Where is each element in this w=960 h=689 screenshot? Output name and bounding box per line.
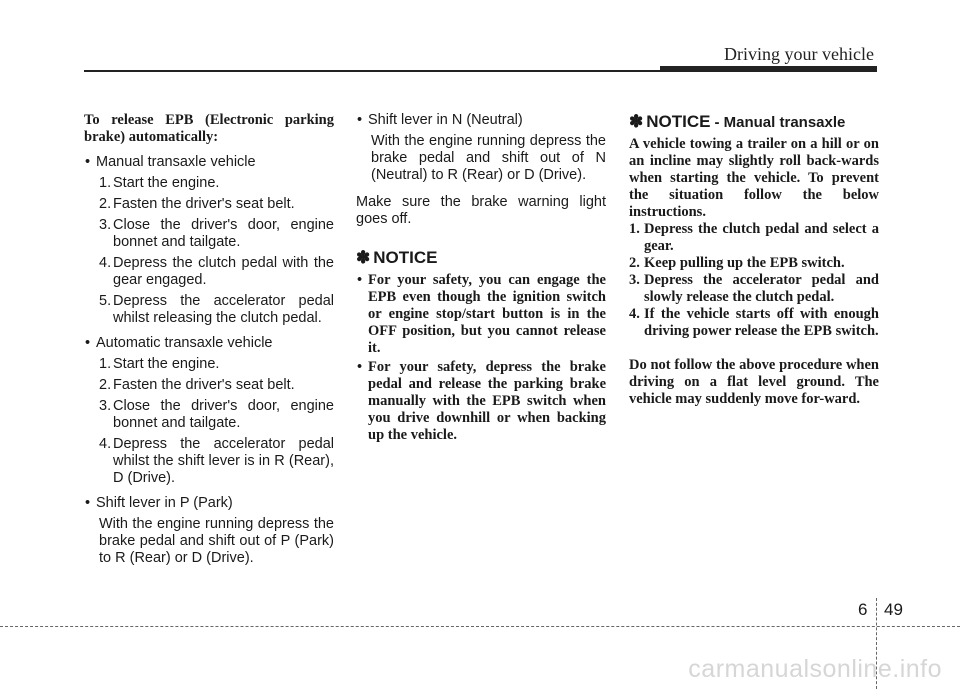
chapter-number: 6 xyxy=(858,600,868,619)
notice-intro: A vehicle towing a trailer on a hill or on an incline may slightly roll back-wards when starting the vehicle. To prevent the situation follow the below instructions. xyxy=(629,136,879,220)
list-item: 3. Depress the accelerator pedal and slowly release the clutch pedal. xyxy=(629,272,879,305)
automatic-steps xyxy=(84,356,334,487)
list-item: 3. Close the driver's door, engine bonnet and tailgate. xyxy=(99,217,334,250)
list-item: 2. Keep pulling up the EPB switch. xyxy=(629,255,845,271)
list-item: 1. Start the engine. xyxy=(99,356,220,372)
list-item: 1. Depress the clutch pedal and select a gear. xyxy=(629,221,879,254)
list-item: 4. Depress the accelerator pedal whilst the shift lever is in R (Rear), D (Drive). xyxy=(99,436,334,486)
header-rule-thick xyxy=(660,66,877,72)
list-item: 4. Depress the clutch pedal with the gear engaged. xyxy=(99,255,334,288)
list-item: 3. Close the driver's door, engine bonnet and tailgate. xyxy=(99,398,334,431)
watermark[interactable]: carmanualsonline.info xyxy=(688,655,942,683)
column-1 xyxy=(84,112,334,567)
park-text: With the engine running depress the brake pedal and shift out of P (Park) to R (Rear) or D (Drive). xyxy=(99,516,334,566)
notice-heading-manual xyxy=(629,112,879,132)
page-number: 49 xyxy=(884,600,903,619)
automatic-label: • Automatic transaxle vehicle xyxy=(84,335,334,352)
notice-bullet: • For your safety, you can engage the EPB even though the ignition switch or engine stop/start button is in the OFF position, but you cannot release it. xyxy=(356,272,606,357)
park-label: • Shift lever in P (Park) xyxy=(84,495,334,512)
manual-steps xyxy=(84,175,334,327)
list-item: 2. Fasten the driver's seat belt. xyxy=(99,377,295,393)
column-2 xyxy=(356,112,606,444)
neutral-label: • Shift lever in N (Neutral) xyxy=(356,112,606,129)
notice-heading xyxy=(356,248,606,268)
notice-title: NOTICE xyxy=(373,248,438,267)
section-title: Driving your vehicle xyxy=(724,44,874,64)
notice-subtitle: - Manual transaxle xyxy=(714,114,846,131)
notice-star-icon: ✽ xyxy=(356,248,371,267)
notice-closing: Do not follow the above procedure when driving on a flat level ground. The vehicle may suddenly move for-ward. xyxy=(629,357,879,407)
header-rule-thin xyxy=(84,70,660,72)
make-sure-text: Make sure the brake warning light goes off. xyxy=(356,194,606,227)
list-item: 1. Start the engine. xyxy=(99,175,220,191)
notice-title: NOTICE xyxy=(646,112,711,131)
notice-bullet: • For your safety, depress the brake pedal and release the parking brake manually with the EPB switch when you drive downhill or when backing up the vehicle. xyxy=(356,359,606,444)
notice-star-icon: ✽ xyxy=(629,112,644,131)
column-3 xyxy=(629,112,879,408)
list-item: 2. Fasten the driver's seat belt. xyxy=(99,196,295,212)
list-item: 4. If the vehicle starts off with enough driving power release the EPB switch. xyxy=(629,306,879,339)
release-heading: To release EPB (Electronic parking brake) automatically: xyxy=(84,112,334,145)
list-item: 5. Depress the accelerator pedal whilst releasing the clutch pedal. xyxy=(99,293,334,326)
footer-rule xyxy=(0,626,960,627)
neutral-text: With the engine running depress the brake pedal and shift out of N (Neutral) to R (Rear) or D (Drive). xyxy=(371,133,606,183)
manual-label: • Manual transaxle vehicle xyxy=(84,154,334,171)
